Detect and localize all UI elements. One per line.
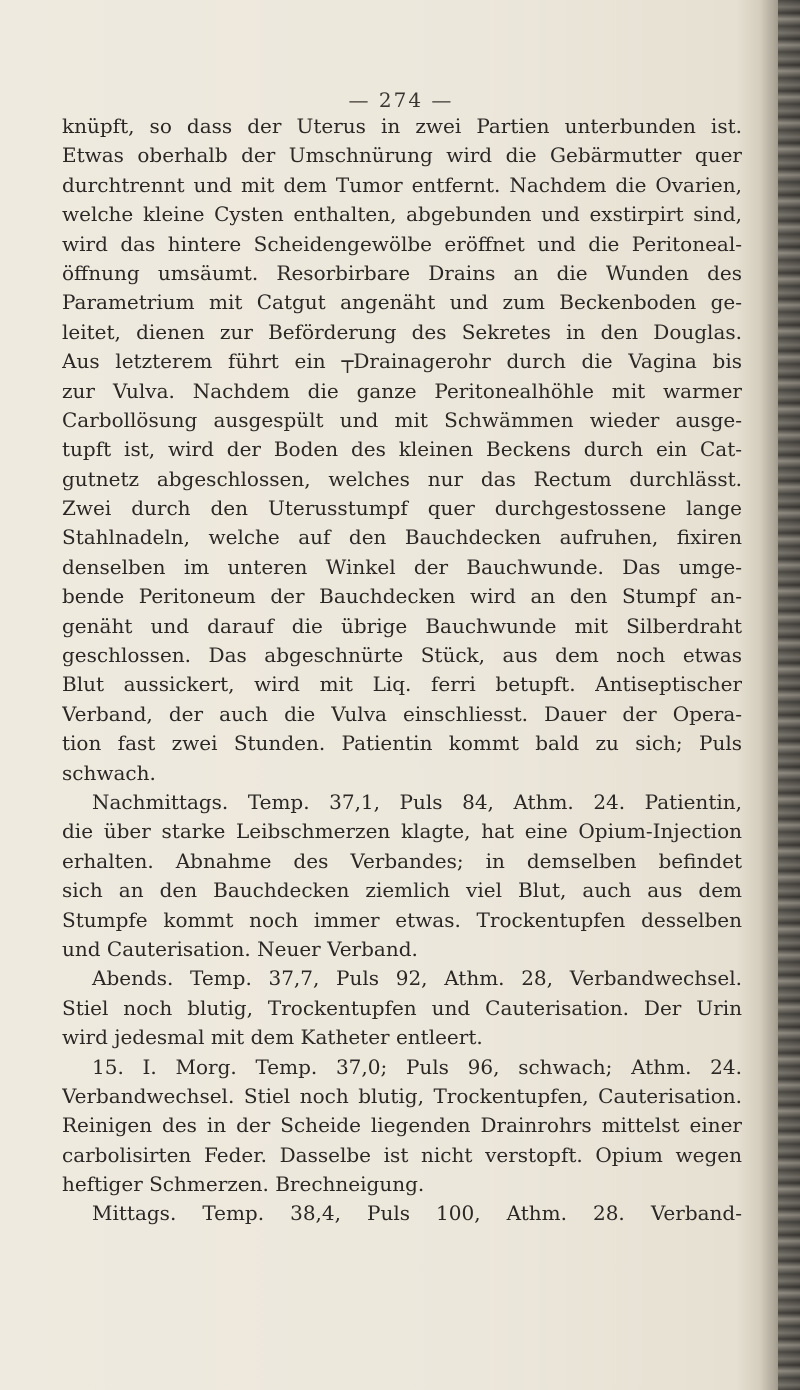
text-line: Zwei durch den Uterusstumpf quer durchgestossene lange bbox=[62, 496, 742, 521]
text-line: Parametrium mit Catgut angenäht und zum Beckenboden ge- bbox=[62, 290, 742, 315]
text-line: denselben im unteren Winkel der Bauchwunde. Das umge- bbox=[62, 554, 742, 579]
text-line: 15. I. Morg. Temp. 37,0; Puls 96, schwach; Athm. 24. bbox=[92, 1054, 742, 1079]
text-line: Aus letzterem führt ein ┬Drainagerohr durch die Vagina bis bbox=[62, 349, 742, 374]
text-line: Etwas oberhalb der Umschnürung wird die Gebärmutter quer bbox=[62, 143, 742, 168]
text-line: Reinigen des in der Scheide liegenden Drainrohrs mittelst einer bbox=[62, 1113, 742, 1138]
text-line: Stiel noch blutig, Trockentupfen und Cauterisation. Der Urin bbox=[62, 995, 742, 1020]
text-line: Verbandwechsel. Stiel noch blutig, Trockentupfen, Cauterisation. bbox=[62, 1083, 742, 1108]
page-number: — 274 — bbox=[348, 88, 454, 112]
text-line: Stahlnadeln, welche auf den Bauchdecken aufruhen, fixiren bbox=[62, 525, 742, 550]
text-line: gutnetz abgeschlossen, welches nur das Rectum durchlässt. bbox=[62, 466, 742, 491]
text-line: carbolisirten Feder. Dasselbe ist nicht verstopft. Opium wegen bbox=[62, 1142, 742, 1167]
text-line: leitet, dienen zur Beförderung des Sekretes in den Douglas. bbox=[62, 319, 742, 344]
text-line: Stumpfe kommt noch immer etwas. Trockentupfen desselben bbox=[62, 907, 742, 932]
text-line: genäht und darauf die übrige Bauchwunde mit Silberdraht bbox=[62, 613, 742, 638]
text-line: öffnung umsäumt. Resorbirbare Drains an die Wunden des bbox=[62, 260, 742, 285]
text-line: heftiger Schmerzen. Brechneigung. bbox=[62, 1172, 425, 1197]
body-text bbox=[62, 112, 742, 1229]
text-line: und Cauterisation. Neuer Verband. bbox=[62, 936, 418, 961]
text-line: wird jedesmal mit dem Katheter entleert. bbox=[62, 1025, 483, 1050]
text-line: Carbollösung ausgespült und mit Schwämmen wieder ausge- bbox=[62, 407, 742, 432]
text-line: Nachmittags. Temp. 37,1, Puls 84, Athm. 24. Patientin, bbox=[92, 789, 742, 814]
text-line: Abends. Temp. 37,7, Puls 92, Athm. 28, Verbandwechsel. bbox=[92, 966, 742, 991]
text-line: die über starke Leibschmerzen klagte, hat eine Opium-Injection bbox=[62, 819, 742, 844]
text-line: durchtrennt und mit dem Tumor entfernt. Nachdem die Ovarien, bbox=[62, 172, 742, 197]
text-line: schwach. bbox=[62, 760, 156, 785]
text-line: Verband, der auch die Vulva einschliesst. Dauer der Opera- bbox=[62, 701, 742, 726]
text-line: welche kleine Cysten enthalten, abgebunden und exstirpirt sind, bbox=[62, 202, 742, 227]
text-line: geschlossen. Das abgeschnürte Stück, aus dem noch etwas bbox=[62, 643, 742, 668]
text-line: erhalten. Abnahme des Verbandes; in demselben befindet bbox=[62, 848, 742, 873]
text-line: bende Peritoneum der Bauchdecken wird an den Stumpf an- bbox=[62, 584, 742, 609]
text-line: zur Vulva. Nachdem die ganze Peritonealhöhle mit warmer bbox=[62, 378, 742, 403]
text-line: sich an den Bauchdecken ziemlich viel Blut, auch aus dem bbox=[62, 878, 742, 903]
text-line: tion fast zwei Stunden. Patientin kommt bald zu sich; Puls bbox=[62, 731, 742, 756]
text-line: Blut aussickert, wird mit Liq. ferri betupft. Antiseptischer bbox=[62, 672, 742, 697]
text-line: Mittags. Temp. 38,4, Puls 100, Athm. 28. Verband- bbox=[92, 1201, 742, 1226]
binding-shadow bbox=[760, 0, 778, 1390]
text-line: knüpft, so dass der Uterus in zwei Partien unterbunden ist. bbox=[62, 114, 742, 138]
text-line: tupft ist, wird der Boden des kleinen Beckens durch ein Cat- bbox=[62, 437, 742, 462]
book-binding-edge bbox=[778, 0, 800, 1390]
text-line: wird das hintere Scheidengewölbe eröffnet und die Peritoneal- bbox=[62, 231, 742, 256]
